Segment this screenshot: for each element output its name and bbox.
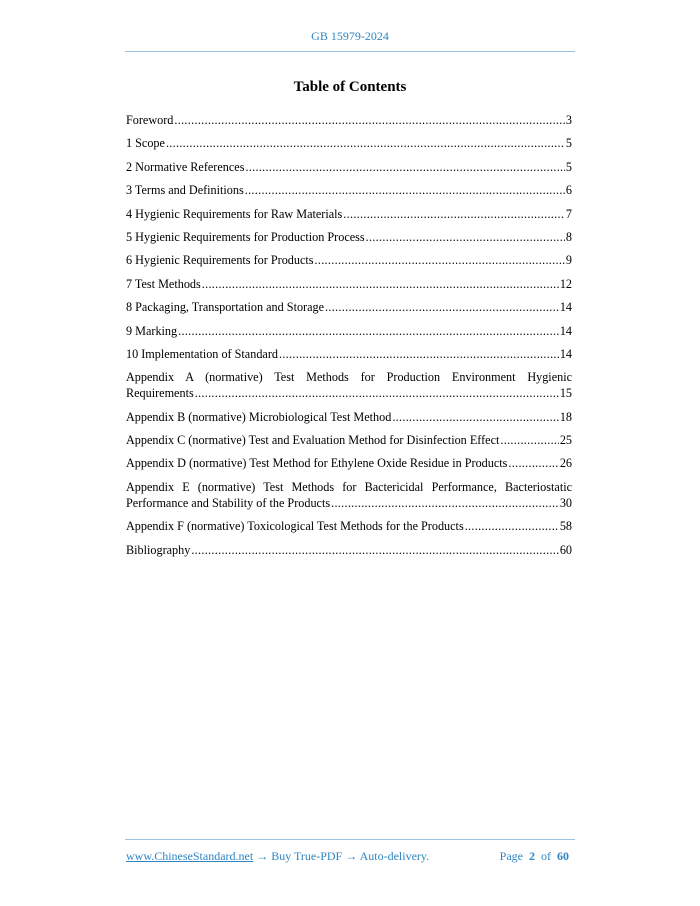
toc-entry-packaging[interactable]: 8 Packaging, Transportation and Storage ..... 14 — [126, 299, 572, 315]
current-page: 2 — [529, 849, 535, 863]
toc-entry-appendix-c[interactable]: Appendix C (normative) Test and Evaluation Method for Disinfection Effect ..... 25 — [126, 432, 572, 448]
page-number: Page 2 of 60 — [499, 849, 569, 863]
toc-entry-appendix-b[interactable]: Appendix B (normative) Microbiological Test Method ..... 18 — [126, 409, 572, 425]
toc-entry-raw-materials[interactable]: 4 Hygienic Requirements for Raw Materials ..... 7 — [126, 206, 572, 222]
toc-entry-production-process[interactable]: 5 Hygienic Requirements for Production Process ..... 8 — [126, 229, 572, 245]
page-title: Table of Contents — [293, 79, 407, 95]
footer-promo — [126, 849, 429, 864]
site-link[interactable]: www.ChineseStandard.net — [126, 849, 254, 863]
toc-entry-bibliography[interactable]: Bibliography ..... 60 — [126, 542, 572, 558]
toc-entry-appendix-e[interactable]: Appendix E (normative) Test Methods for Bactericidal Performance, Bacteriostatic Performance and Stability of the Products ..... 30 — [126, 479, 572, 511]
auto-delivery-text: Auto-delivery. — [359, 849, 430, 863]
arrow-right-icon: → — [256, 849, 269, 863]
toc-entry-marking[interactable]: 9 Marking ..... 14 — [126, 323, 572, 339]
toc-entry-appendix-d[interactable]: Appendix D (normative) Test Method for Ethylene Oxide Residue in Products ..... 26 — [126, 455, 572, 471]
toc-entry-test-methods[interactable]: 7 Test Methods ..... 12 — [126, 276, 572, 292]
total-pages: 60 — [557, 849, 569, 863]
arrow-right-icon: → — [345, 849, 358, 863]
toc-entry-scope[interactable]: 1 Scope ..... 5 — [126, 135, 572, 151]
running-header: GB 15979-2024 — [311, 29, 389, 43]
table-of-contents — [126, 112, 572, 565]
toc-entry-normative-references[interactable]: 2 Normative References ..... 5 — [126, 159, 572, 175]
toc-entry-implementation[interactable]: 10 Implementation of Standard ..... 14 — [126, 346, 572, 362]
footer-divider — [125, 839, 575, 840]
header-divider — [125, 51, 575, 52]
toc-entry-products[interactable]: 6 Hygienic Requirements for Products ..... 9 — [126, 252, 572, 268]
toc-entry-terms-definitions[interactable]: 3 Terms and Definitions ..... 6 — [126, 182, 572, 198]
toc-entry-appendix-a[interactable]: Appendix A (normative) Test Methods for Production Environment Hygienic Requirements ..... 15 — [126, 369, 572, 401]
toc-entry-foreword[interactable]: Foreword ..... 3 — [126, 112, 572, 128]
toc-entry-appendix-f[interactable]: Appendix F (normative) Toxicological Test Methods for the Products ..... 58 — [126, 518, 572, 534]
buy-true-pdf-link[interactable]: Buy True-PDF — [271, 849, 343, 863]
